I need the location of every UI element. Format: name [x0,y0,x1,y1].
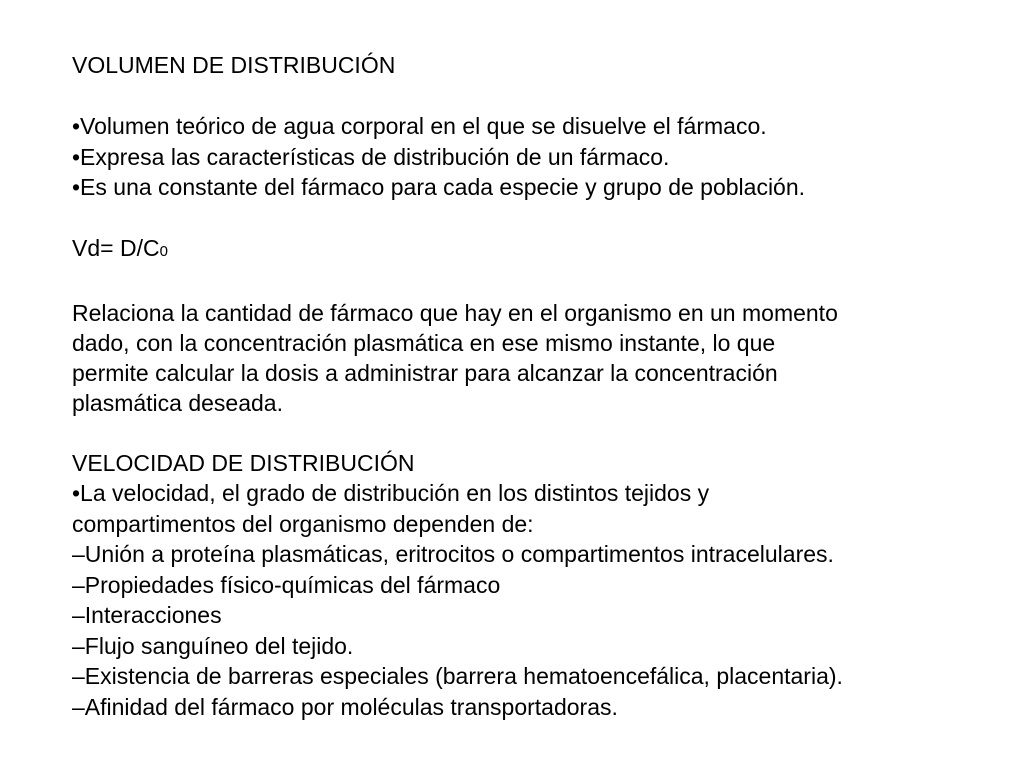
formula-subscript: 0 [159,243,168,260]
list-item: –Propiedades físico-químicas del fármaco [72,571,501,598]
formula [72,233,992,268]
spacer [72,81,992,112]
formula-main: Vd= D/C [72,235,160,261]
list-item: –Interacciones [72,602,222,628]
paragraph-line: Relaciona la cantidad de fármaco que hay en el organismo en un momento [72,299,838,326]
section-velocidad [72,448,992,723]
paragraph-line: dado, con la concentración plasmática en ese mismo instante, lo que [72,329,776,356]
bullet-item: •Expresa las características de distribución de un fármaco. [72,143,670,170]
list-item: –Afinidad del fármaco por moléculas transportadoras. [72,693,618,720]
section-title-velocidad: VELOCIDAD DE DISTRIBUCIÓN [72,449,415,476]
description-paragraph [72,298,952,418]
intro-line: •La velocidad, el grado de distribución en los distintos tejidos y [72,480,710,506]
bullet-item: •Volumen teórico de agua corporal en el que se disuelve el fármaco. [72,113,767,139]
intro-line: compartimentos del organismo dependen de: [72,510,534,537]
slide-content [72,50,992,722]
spacer [72,203,992,234]
paragraph-line: plasmática deseada. [72,389,283,416]
bullet-item: •Es una constante del fármaco para cada especie y grupo de población. [72,174,806,200]
section-title-volumen: VOLUMEN DE DISTRIBUCIÓN [72,52,396,78]
paragraph-line: permite calcular la dosis a administrar para alcanzar la concentración [72,359,778,386]
list-item: –Existencia de barreras especiales (barrera hematoencefálica, placentaria). [72,663,843,689]
list-item: –Unión a proteína plasmáticas, eritrocitos o compartimentos intracelulares. [72,541,834,567]
list-item: –Flujo sanguíneo del tejido. [72,632,354,659]
